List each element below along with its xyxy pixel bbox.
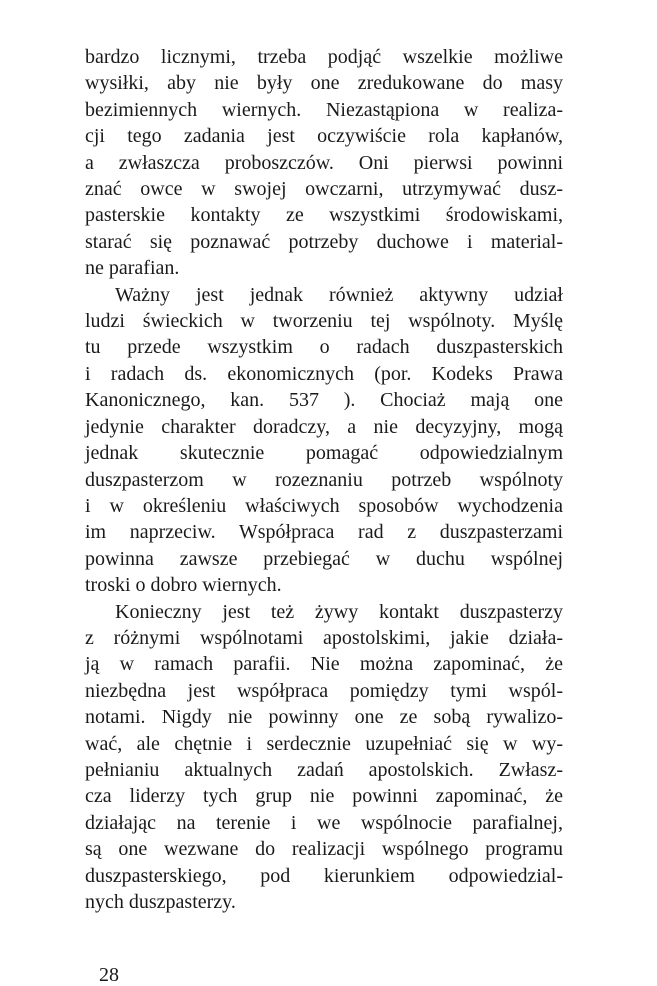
text-line: Kanonicznego, kan. 537 ). Chociaż mają one	[85, 389, 563, 412]
paragraph-1	[85, 44, 563, 282]
text-line: tu przede wszystkim o radach duszpasterskich	[85, 336, 563, 359]
text-line: pasterskie kontakty ze wszystkimi środowiskami,	[85, 204, 563, 227]
text-line: wysiłki, aby nie były one zredukowane do masy	[85, 72, 563, 95]
text-line: działając na terenie i we wspólnocie parafialnej,	[85, 811, 563, 834]
text-line: cji tego zadania jest oczywiście rola kapłanów,	[85, 125, 563, 148]
text-line: z różnymi wspólnotami apostolskimi, jakie działa-	[85, 626, 563, 649]
text-line: bezimiennych wiernych. Niezastąpiona w realiza-	[85, 98, 563, 121]
text-line: jednak skutecznie pomagać odpowiedzialnym	[85, 442, 563, 465]
text-line: i w określeniu właściwych sposobów wychodzenia	[85, 494, 563, 517]
text-line: znać owce w swojej owczarni, utrzymywać dusz-	[85, 178, 563, 201]
text-line: notami. Nigdy nie powinny one ze sobą rywalizo-	[85, 706, 563, 729]
text-line: ludzi świeckich w tworzeniu tej wspólnoty. Myślę	[85, 310, 563, 333]
text-line: ne parafian.	[85, 257, 180, 280]
text-line: nych duszpasterzy.	[85, 891, 236, 913]
text-line: powinna zawsze przebiegać w duchu wspólnej	[85, 547, 563, 570]
text-line: wać, ale chętnie i serdecznie uzupełniać się w wy-	[85, 732, 563, 755]
text-line: starać się poznawać potrzeby duchowe i material-	[85, 230, 563, 253]
text-line: pełnianiu aktualnych zadań apostolskich. Zwłasz-	[85, 758, 563, 781]
text-line: bardzo licznymi, trzeba podjąć wszelkie możliwe	[85, 46, 563, 68]
paragraph-2	[85, 282, 563, 599]
text-line: jedynie charakter doradczy, a nie decyzyjny, mogą	[85, 415, 563, 438]
text-line: troski o dobro wiernych.	[85, 574, 282, 597]
text-line: Ważny jest jednak również aktywny udział	[115, 283, 563, 306]
text-line: Konieczny jest też żywy kontakt duszpasterzy	[115, 600, 563, 623]
text-line: cza liderzy tych grup nie powinni zapominać, że	[85, 785, 563, 808]
text-line: duszpasterskiego, pod kierunkiem odpowiedzial-	[85, 864, 563, 887]
text-line: a zwłaszcza proboszczów. Oni pierwsi powinni	[85, 151, 563, 174]
paragraph-3	[85, 599, 563, 916]
page-body	[85, 44, 563, 915]
text-line: i radach ds. ekonomicznych (por. Kodeks Prawa	[85, 362, 563, 385]
text-line: duszpasterzom w rozeznaniu potrzeb wspólnoty	[85, 468, 563, 491]
text-line: są one wezwane do realizacji wspólnego programu	[85, 838, 563, 861]
text-line: ją w ramach parafii. Nie można zapominać, że	[85, 653, 563, 676]
text-line: im naprzeciw. Współpraca rad z duszpasterzami	[85, 521, 563, 544]
page-number: 28	[99, 964, 119, 986]
text-line: niezbędna jest współpraca pomiędzy tymi wspól-	[85, 679, 563, 702]
